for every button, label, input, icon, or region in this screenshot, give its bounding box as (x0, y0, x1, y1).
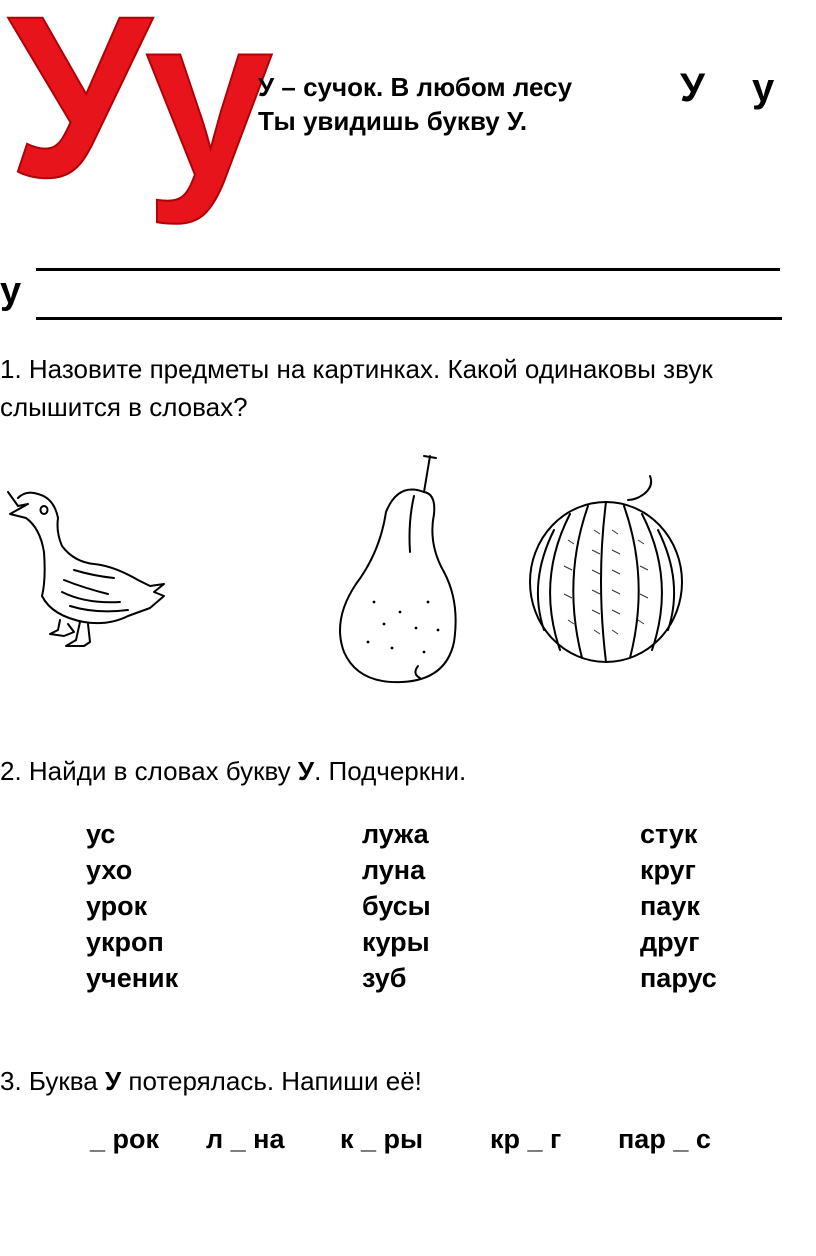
word-column-3 (640, 816, 717, 996)
task-2-suffix: . Подчеркни. (314, 756, 467, 786)
word-column-1 (86, 816, 178, 996)
fill-in-word[interactable]: _ рок (90, 1124, 160, 1154)
poem-line-2: Ты увидишь букву У. (258, 106, 528, 136)
writing-line-1[interactable] (36, 268, 780, 271)
fill-in-word[interactable]: кр _ г (490, 1124, 562, 1154)
word-item[interactable]: паук (640, 891, 700, 921)
task-2-text (0, 752, 810, 790)
task-3-text (0, 1062, 810, 1100)
poem-line-1: У – сучок. В любом лесу (258, 72, 573, 102)
writing-line-2[interactable] (36, 317, 782, 320)
uppercase-letter: У (680, 66, 705, 110)
word-item[interactable]: зуб (362, 963, 407, 993)
word-item[interactable]: укроп (86, 927, 164, 957)
word-item[interactable]: бусы (362, 891, 431, 921)
fill-in-word[interactable]: к _ ры (340, 1124, 424, 1154)
word-item[interactable]: ученик (86, 963, 179, 993)
word-column-2 (362, 816, 431, 996)
word-item[interactable]: стук (640, 819, 698, 849)
task-3-prefix: 3. Буква (0, 1066, 105, 1096)
word-item[interactable]: лужа (362, 819, 429, 849)
word-item[interactable]: луна (362, 855, 426, 885)
word-item[interactable]: урок (86, 891, 148, 921)
big-letter-title: Уу (8, 0, 267, 225)
fill-in-word[interactable]: л _ на (206, 1124, 285, 1154)
word-item[interactable]: ухо (86, 855, 133, 885)
task-3-bold-letter: У (104, 1066, 122, 1096)
fill-in-word[interactable]: пар _ с (618, 1124, 711, 1154)
duck-illustration (4, 484, 170, 660)
pear-illustration (328, 452, 464, 686)
poem (258, 70, 572, 138)
task-1-text: 1. Назовите предметы на картинках. Какой одинаковы звук слышится в словах? (0, 354, 713, 422)
task-2-prefix: 2. Найди в словах букву (0, 756, 298, 786)
word-item[interactable]: ус (86, 819, 116, 849)
word-item[interactable]: парус (640, 963, 717, 993)
watermelon-illustration (526, 470, 686, 666)
lowercase-letter: у (752, 66, 775, 110)
word-item[interactable]: друг (640, 927, 700, 957)
task-2-bold-letter: У (297, 756, 315, 786)
writing-line-letter: у (0, 270, 22, 312)
word-item[interactable]: куры (362, 927, 430, 957)
task-3-suffix: потерялась. Напиши её! (121, 1066, 422, 1096)
word-item[interactable]: круг (640, 855, 696, 885)
